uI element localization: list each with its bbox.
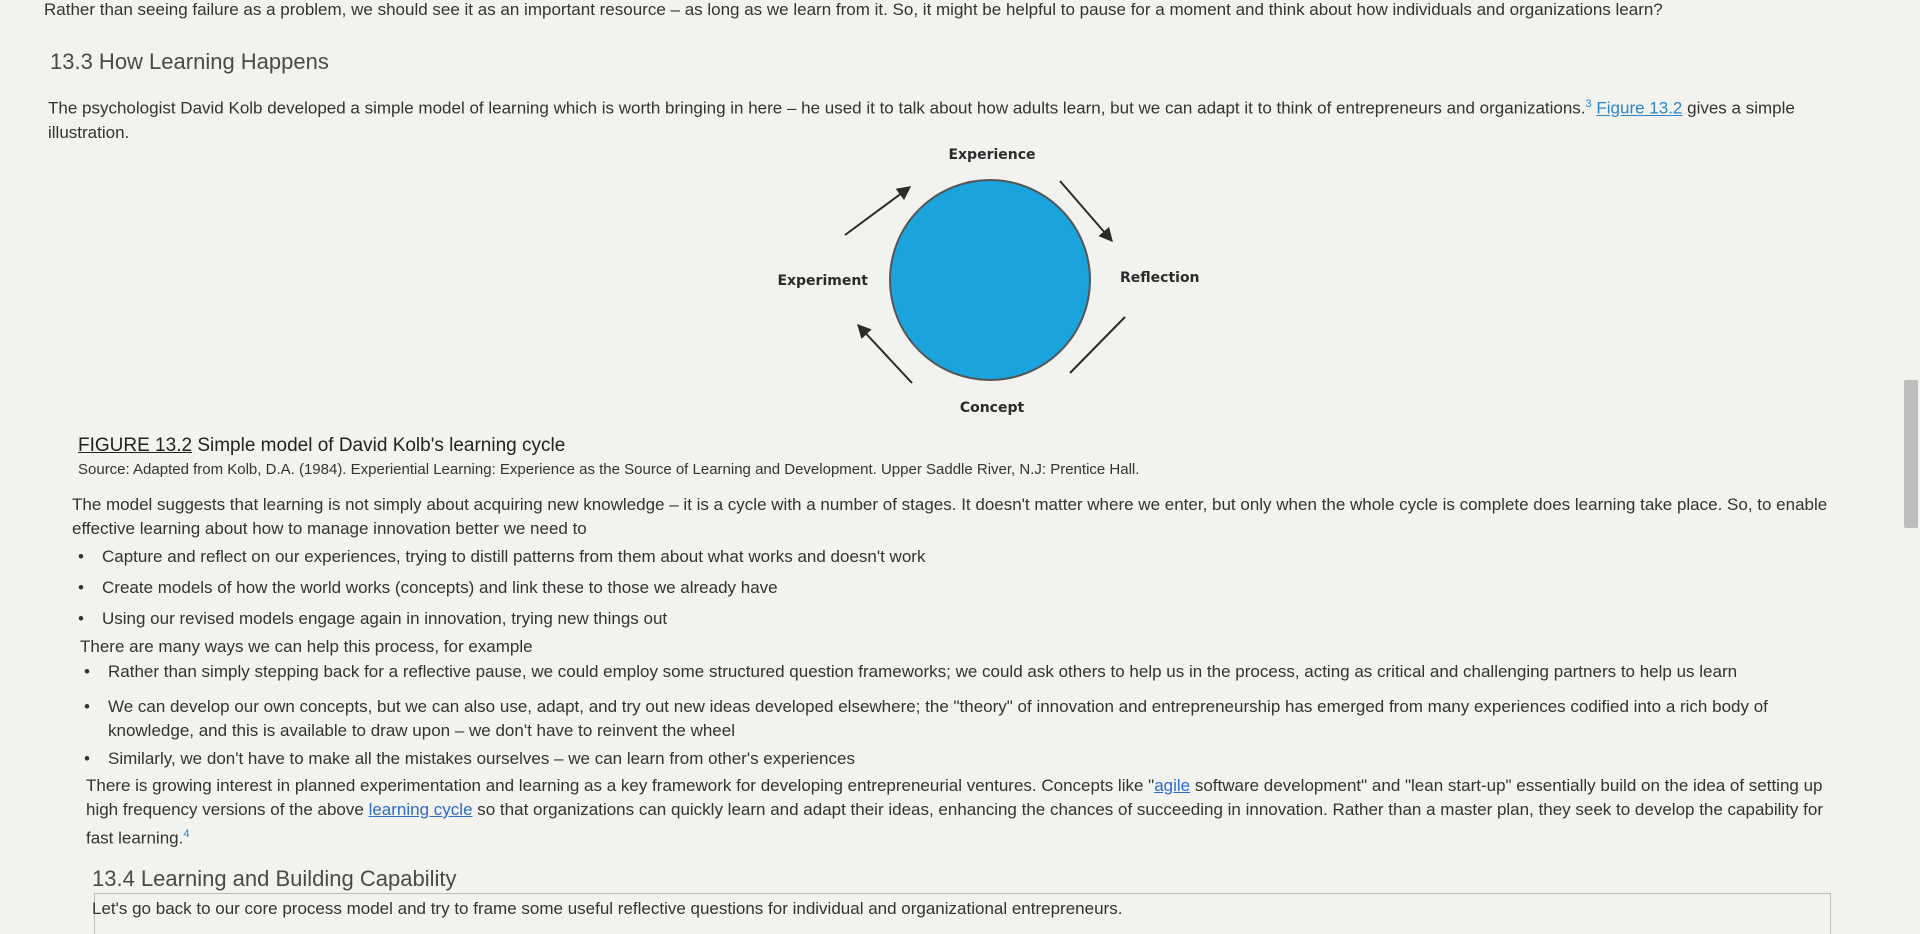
list-item (84, 660, 1768, 695)
label-experiment: Experiment (777, 273, 868, 289)
learning-cycle-link[interactable]: learning cycle (368, 800, 473, 819)
growing-line-3-text: fast learning. (86, 828, 184, 848)
growing-line-1-post: software development" and "lean start-up" essentially build on the idea of setting up (1190, 776, 1823, 795)
list-item-line-1: • We can develop our own concepts, but we can also use, adapt, and try out new ideas developed elsewhere; the "theory" of innovation and entrepreneurship has emerged from many experiences codified into a rich body of (108, 697, 1768, 716)
growing-interest-paragraph (86, 774, 1876, 851)
section-heading-13-3: 13.3 How Learning Happens (50, 49, 329, 74)
figure-caption (78, 435, 565, 457)
footnote-4-link[interactable]: 4 (183, 828, 190, 840)
section-13-4-paragraph: Let's go back to our core process model and try to frame some useful reflective questions for individual and organizational entrepreneurs. (92, 899, 1123, 918)
list-item: • Capture and reflect on our experiences, trying to distill patterns from them about what works and doesn't work (78, 545, 925, 576)
kolb-intro-line-2: illustration. (48, 122, 130, 142)
arrow-concept-to-experiment (858, 325, 912, 383)
growing-line-2-pre: high frequency versions of the above (86, 800, 369, 819)
kolb-intro-line-1 (48, 92, 1868, 121)
list-item-line-1: Similarly, we don't have to make all the mistakes ourselves – we can learn from other's experiences (108, 749, 855, 768)
list-item-line-1: Rather than simply stepping back for a reflective pause, we could employ some structured question frameworks; we could ask others to help us in the process, acting as critical and challenging partners to help us learn (108, 662, 1738, 681)
list-item (84, 747, 1768, 775)
figure-13-2-link[interactable]: Figure 13.2 (1596, 98, 1683, 118)
arrow-experiment-to-experience (845, 187, 910, 235)
list-item (84, 695, 1768, 747)
caption-text: Simple model of David Kolb's learning cycle (197, 435, 566, 456)
model-paragraph (72, 493, 1872, 541)
kolb-cycle-diagram (760, 135, 1220, 435)
help-intro: There are many ways we can help this process, for example (80, 637, 533, 656)
model-paragraph-line-2: effective learning about how to manage innovation better we need to (72, 519, 587, 538)
label-experience: Experience (948, 147, 1036, 163)
growing-line-1 (86, 774, 1876, 798)
list-item: • Create models of how the world works (concepts) and link these to those we already have (78, 576, 925, 607)
caption-figure-number: FIGURE 13.2 (78, 435, 193, 456)
agile-link[interactable]: agile (1154, 776, 1191, 795)
label-concept: Concept (959, 400, 1025, 416)
model-paragraph-line-1: The model suggests that learning is not simply about acquiring new knowledge – it is a cycle with a number of stages. It doesn't matter where we enter, but only when the whole cycle is complete does learning take place. So, to enable (72, 495, 1828, 514)
kolb-learning-cycle-figure (760, 135, 1220, 435)
list-item: • Using our revised models engage again in innovation, trying new things out (78, 607, 925, 638)
cycle-circle (890, 180, 1090, 380)
footnote-3-link[interactable]: 3 (1585, 98, 1592, 110)
list-item-line-2: knowledge, and this is available to draw upon – we don't have to reinvent the wheel (108, 721, 735, 740)
label-reflection: Reflection (1120, 270, 1200, 286)
kolb-intro-tail: gives a simple (1687, 98, 1795, 118)
growing-line-2-post: so that organizations can quickly learn and adapt their ideas, enhancing the chances of succeeding in innovation. Rather than a master plan, they seek to develop the capability for (472, 800, 1823, 819)
growing-line-2 (86, 798, 1876, 822)
growing-line-1-pre: There is growing interest in planned experimentation and learning as a key framework for developing entrepreneurial ventures. Concepts like " (86, 776, 1155, 795)
vertical-scrollbar-thumb[interactable] (1904, 380, 1918, 528)
learning-steps-list (78, 545, 925, 638)
figure-source: Source: Adapted from Kolb, D.A. (1984). Experiential Learning: Experience as the Source of Learning and Development. Upper Saddle River, N.J: Prentice Hall. (78, 461, 1140, 478)
help-ways-list (84, 660, 1768, 775)
intro-line: Rather than seeing failure as a problem, we should see it as an important resource – as long as we learn from it. So, it might be helpful to pause for a moment and think about how individuals and organizations learn? (44, 0, 1663, 19)
section-heading-13-4: 13.4 Learning and Building Capability (92, 866, 457, 891)
growing-line-3 (86, 822, 1876, 851)
kolb-intro-text: The psychologist David Kolb developed a simple model of learning which is worth bringing in here – he used it to talk about how adults learn, but we can adapt it to think of entrepreneurs and organizations. (48, 98, 1586, 118)
